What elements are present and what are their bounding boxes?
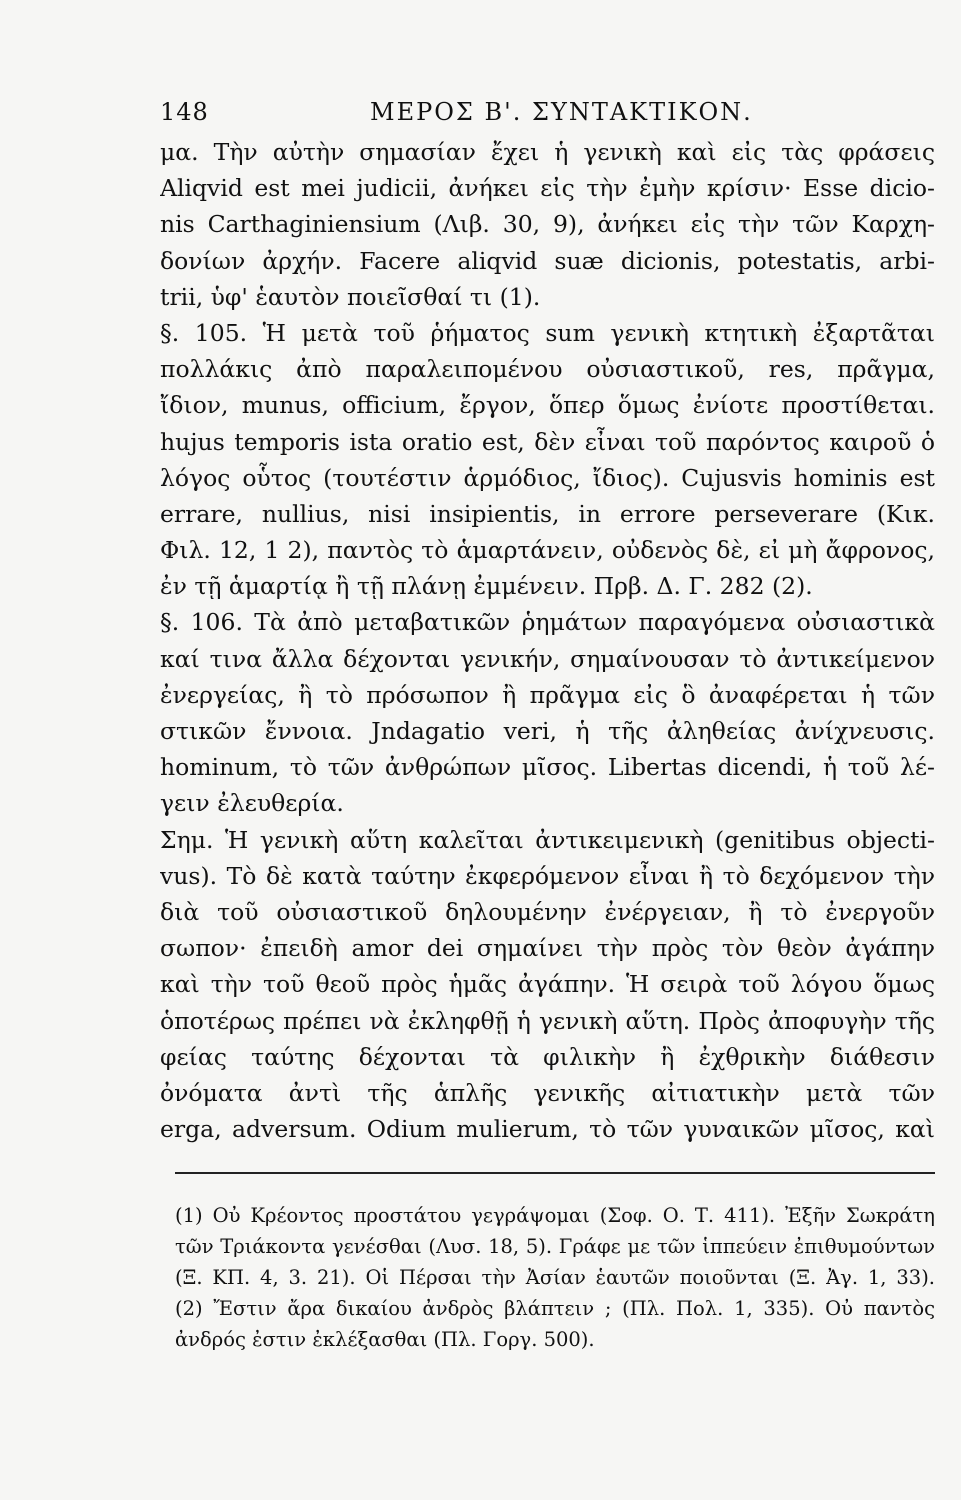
page-header [160,98,905,138]
text-line: hujus temporis ista oratio est, δὲν εἶναι τοῦ παρόντος καιροῦ ὁ [160,427,935,456]
footnote-line: (1) Οὐ Κρέοντος προστάτου γεγράψομαι (Σοφ. Ο. Τ. 411). Ἐξῆν Σωκράτη [175,1204,935,1227]
footnote-line: ἀνδρός ἐστιν ἐκλέξασθαι (Πλ. Γοργ. 500). [175,1328,595,1351]
text-line: trii, ὑφ' ἑαυτὸν ποιεῖσθαί τι (1). [160,282,541,311]
text-line: γειν ἐλευθερία. [160,789,344,818]
note-heading-line: Σημ. Ἡ γενικὴ αὕτη καλεῖται ἀντικειμενικὴ (genitibus objecti- [160,825,935,854]
text-line: vus). Τὸ δὲ κατὰ ταύτην ἐκφερόμενον εἶναι ἢ τὸ δεχόμενον τὴν [160,861,935,890]
text-line: δονίων ἀρχήν. Facere aliqvid suæ dicionis, potestatis, arbi- [160,246,935,275]
footnote-line: (2) Ἔστιν ἄρα δικαίου ἀνδρὸς βλάπτειν ; (Πλ. Πολ. 1, 335). Οὐ παντὸς [175,1297,935,1320]
text-line: διὰ τοῦ οὐσιαστικοῦ δηλουμένην ἐνέργειαν, ἢ τὸ ἐνεργοῦν [160,897,935,926]
text-line: erga, adversum. Odium mulierum, τὸ τῶν γυναικῶν μῖσος, καὶ [160,1115,935,1144]
text-line: φείας ταύτης δέχονται τὰ φιλικὴν ἢ ἐχθρικὴν διάθεσιν [160,1042,935,1071]
text-line: ἴδιον, munus, officium, ἔργον, ὅπερ ὅμως ἐνίοτε προστίθεται. [160,391,935,420]
text-line: στικῶν ἔννοια. Jndagatio veri, ἡ τῆς ἀληθείας ἀνίχνευσις. [160,717,935,745]
section-106-heading-line: §. 106. Τὰ ἀπὸ μεταβατικῶν ῥημάτων παραγόμενα οὐσιαστικὰ [160,608,935,637]
text-line: nis Carthaginiensium (Λιβ. 30, 9), ἀνήκει εἰς τὴν τῶν Καρχη- [160,210,935,239]
text-line: ὀνόματα ἀντὶ τῆς ἁπλῆς γενικῆς αἰτιατικὴν μετὰ τῶν [160,1078,935,1107]
text-line: καί τινα ἄλλα δέχονται γενικήν, σημαίνουσαν τὸ ἀντικείμενον [160,644,935,673]
text-line: πολλάκις ἀπὸ παραλειπομένου οὐσιαστικοῦ, res, πρᾶγμα, [160,355,935,384]
text-line: ἐν τῇ ἁμαρτίᾳ ἢ τῇ πλάνῃ ἐμμένειν. Πρβ. Δ. Γ. 282 (2). [160,572,813,601]
text-line: μα. Τὴν αὐτὴν σημασίαν ἔχει ἡ γενικὴ καὶ εἰς τὰς φράσεις [160,138,935,166]
text-line: σωπον· ἐπειδὴ amor dei σημαίνει τὴν πρὸς τὸν θεὸν ἀγάπην [160,934,935,963]
text-line: ἐνεργείας, ἢ τὸ πρόσωπον ἢ πρᾶγμα εἰς ὃ ἀναφέρεται ἡ τῶν [160,680,935,709]
section-105-heading-line: §. 105. Ἡ μετὰ τοῦ ῥήματος sum γενικὴ κτητικὴ ἐξαρτᾶται [160,318,935,347]
text-line: Φιλ. 12, 1 2), παντὸς τὸ ἁμαρτάνειν, οὐδενὸς δὲ, εἰ μὴ ἄφρονος, [160,536,935,565]
text-line: λόγος οὗτος (τουτέστιν ἁρμόδιος, ἴδιος). Cujusvis hominis est [160,463,935,492]
text-line: hominum, τὸ τῶν ἀνθρώπων μῖσος. Libertas dicendi, ἡ τοῦ λέ- [160,753,935,782]
text-line: Aliqvid est mei judicii, ἀνήκει εἰς τὴν ἐμὴν κρίσιν· Esse dicio- [160,174,935,203]
text-line: καὶ τὴν τοῦ θεοῦ πρὸς ἡμᾶς ἀγάπην. Ἡ σειρὰ τοῦ λόγου ὅμως [160,970,935,999]
main-text [160,134,935,1147]
text-line: ὁποτέρως πρέπει νὰ ἐκληφθῇ ἡ γενικὴ αὕτη. Πρὸς ἀποφυγὴν τῆς [160,1006,935,1035]
footnotes [175,1200,935,1355]
text-line: errare, nullius, nisi insipientis, in errore perseverare (Κικ. [160,499,935,528]
footnote-line: (Ξ. ΚΠ. 4, 3. 21). Οἱ Πέρσαι τὴν Ἀσίαν ἑαυτῶν ποιοῦνται (Ξ. Ἀγ. 1, 33). [175,1266,935,1289]
running-head: ΜΕΡΟΣ Β'. ΣΥΝΤΑΚΤΙΚΟΝ. [370,98,753,126]
page-number: 148 [160,98,209,126]
footnote-line: τῶν Τριάκοντα γενέσθαι (Λυσ. 18, 5). Γράφε με τῶν ἱππεύειν ἐπιθυμούντων [175,1235,935,1258]
footnote-divider [175,1172,935,1174]
